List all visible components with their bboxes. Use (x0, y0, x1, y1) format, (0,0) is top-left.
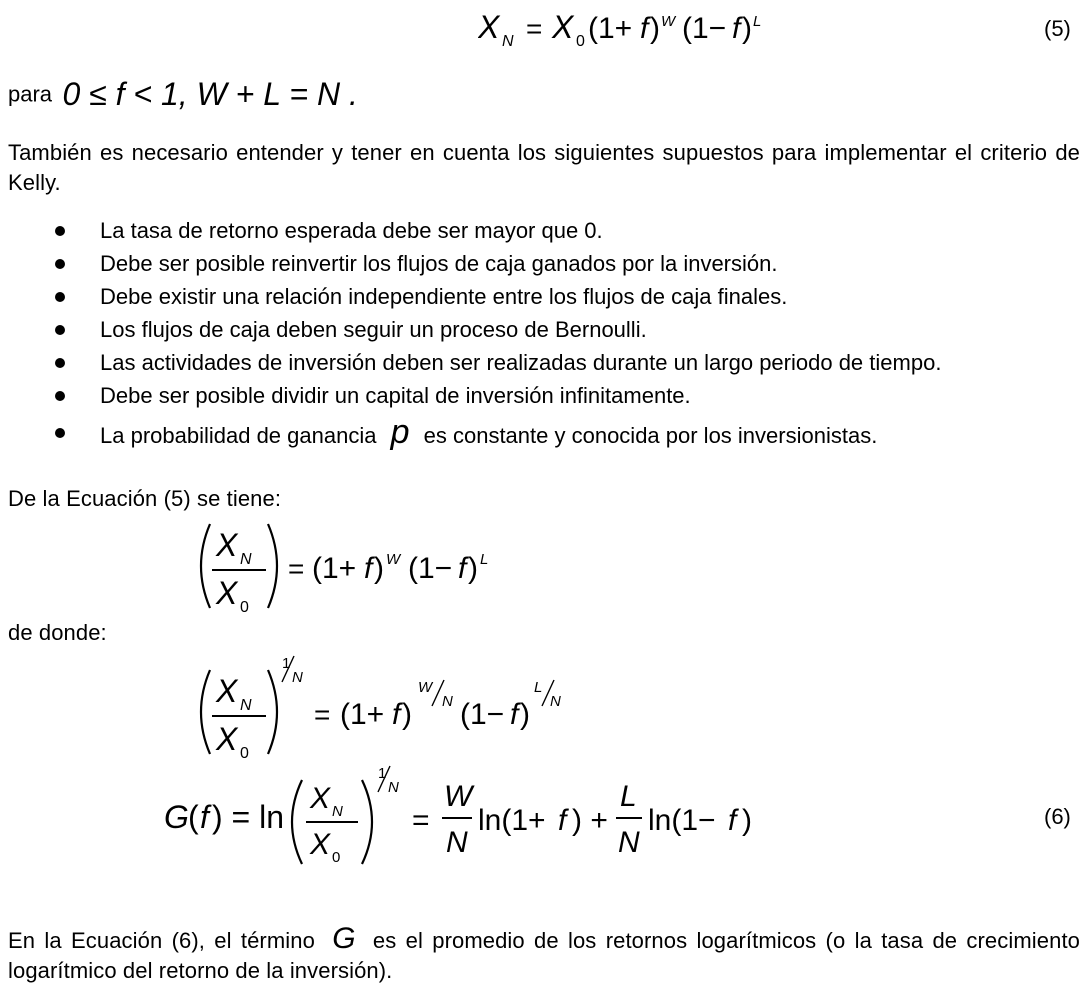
svg-text:=: = (412, 804, 430, 837)
svg-text:L: L (480, 551, 489, 568)
svg-text:L: L (620, 780, 637, 813)
list-item (100, 280, 1080, 313)
svg-text:) +: ) + (572, 804, 608, 837)
list-item-text: es constante y conocida por los inversionistas. (423, 423, 878, 448)
svg-text:=: = (288, 553, 305, 584)
svg-text:f: f (640, 12, 649, 45)
equation-5 (478, 6, 798, 48)
from-equation-text: De la Ecuación (5) se tiene: (8, 486, 282, 511)
svg-text:): ) (402, 698, 412, 731)
ratio-equation-formula (196, 518, 536, 614)
svg-text:X: X (216, 721, 238, 757)
svg-text:X: X (478, 9, 500, 45)
svg-text:f: f (558, 804, 567, 837)
svg-text:): ) (374, 552, 384, 585)
equation-5-formula (478, 6, 798, 50)
svg-text:ln(1+: ln(1+ (478, 804, 546, 837)
svg-text:): ) (468, 552, 478, 585)
svg-text:N: N (550, 693, 561, 710)
closing-paragraph (8, 922, 1080, 986)
svg-text:f: f (732, 12, 741, 45)
svg-text:=: = (526, 13, 543, 44)
svg-text:W: W (386, 551, 401, 568)
svg-text:f: f (200, 799, 209, 835)
svg-text:(1−: (1− (460, 698, 505, 731)
list-item-text: Debe ser posible reinvertir los flujos de caja ganados por la inversión. (100, 251, 778, 276)
svg-text:): ) (650, 12, 660, 45)
bullet-icon (55, 391, 65, 401)
list-item (100, 214, 1080, 247)
bullet-icon (55, 226, 65, 236)
bullet-icon (55, 292, 65, 302)
svg-text:N: N (502, 33, 514, 50)
svg-text:N: N (446, 826, 468, 859)
closing-text-after: es el promedio de los retornos logarítmicos (o la tasa de crecimiento logarítmico del retorno de la inversión). (8, 928, 1080, 983)
svg-text:(1−: (1− (682, 12, 727, 45)
svg-text:X: X (310, 828, 331, 861)
svg-text:N: N (442, 693, 453, 710)
list-item (100, 247, 1080, 280)
svg-text:ln(1−: ln(1− (648, 804, 716, 837)
equation-6-formula (164, 760, 784, 870)
svg-text:): ) (742, 804, 752, 837)
condition-prefix: para (8, 81, 53, 107)
svg-text:(: ( (188, 799, 199, 835)
svg-text:N: N (240, 697, 252, 714)
list-item (100, 412, 1080, 452)
svg-text:X: X (216, 575, 238, 611)
svg-text:1: 1 (282, 655, 291, 672)
ratio-equation (196, 518, 536, 619)
bullet-icon (55, 358, 65, 368)
list-item-text: Las actividades de inversión deben ser realizadas durante un largo periodo de tiempo. (100, 350, 942, 375)
closing-text-before: En la Ecuación (6), el término (8, 928, 315, 953)
svg-text:L: L (753, 13, 762, 30)
svg-text:W: W (444, 780, 473, 813)
svg-text:W: W (418, 679, 433, 696)
list-item-text: Los flujos de caja deben seguir un proceso de Bernoulli. (100, 317, 647, 342)
intro-paragraph: También es necesario entender y tener en cuenta los siguientes supuestos para implementar el criterio de Kelly. (8, 140, 1080, 195)
svg-text:X: X (552, 9, 574, 45)
list-item-text: La tasa de retorno esperada debe ser mayor que 0. (100, 218, 603, 243)
svg-text:(1−: (1− (408, 552, 453, 585)
svg-text:f: f (728, 804, 737, 837)
svg-text:f: f (392, 698, 401, 731)
assumptions-list (100, 214, 1080, 452)
svg-text:(1+: (1+ (312, 552, 357, 585)
svg-text:f: f (364, 552, 373, 585)
svg-text:): ) (742, 12, 752, 45)
list-item (100, 379, 1080, 412)
svg-text:(1+: (1+ (588, 12, 633, 45)
svg-text:0: 0 (332, 849, 341, 866)
bullet-icon (55, 428, 65, 438)
list-item (100, 313, 1080, 346)
svg-text:L: L (534, 679, 543, 696)
growth-symbol: G (332, 922, 356, 955)
svg-text:) = ln: ) = ln (212, 799, 285, 835)
equation-6-number: (6) (1044, 804, 1071, 829)
list-item (100, 346, 1080, 379)
list-item-text: La probabilidad de ganancia (100, 423, 377, 448)
root-equation (196, 648, 586, 763)
svg-text:N: N (292, 669, 303, 686)
svg-text:0: 0 (240, 599, 249, 614)
svg-text:0: 0 (240, 745, 249, 758)
svg-text:G: G (164, 799, 189, 835)
svg-text:f: f (510, 698, 519, 731)
from-where-text: de donde: (8, 620, 107, 645)
svg-text:(1+: (1+ (340, 698, 385, 731)
condition-formula: 0 ≤ f < 1, W + L = N . (62, 76, 358, 112)
list-item-text: Debe ser posible dividir un capital de inversión infinitamente. (100, 383, 691, 408)
svg-text:=: = (314, 699, 331, 730)
probability-symbol: p (390, 413, 410, 451)
svg-text:X: X (216, 673, 238, 709)
svg-text:N: N (618, 826, 640, 859)
svg-text:f: f (458, 552, 467, 585)
svg-text:1: 1 (378, 765, 387, 782)
list-item-text: Debe existir una relación independiente entre los flujos de caja finales. (100, 284, 788, 309)
svg-text:N: N (388, 779, 399, 796)
equation-6 (164, 760, 784, 875)
svg-text:0: 0 (576, 33, 585, 50)
svg-text:): ) (520, 698, 530, 731)
svg-text:N: N (332, 803, 343, 820)
bullet-icon (55, 325, 65, 335)
svg-text:N: N (240, 551, 252, 568)
root-equation-formula (196, 648, 586, 758)
condition-line (8, 76, 358, 116)
bullet-icon (55, 259, 65, 269)
svg-text:X: X (216, 527, 238, 563)
svg-text:X: X (310, 782, 331, 815)
svg-text:W: W (661, 13, 676, 30)
equation-5-number: (5) (1044, 16, 1071, 41)
